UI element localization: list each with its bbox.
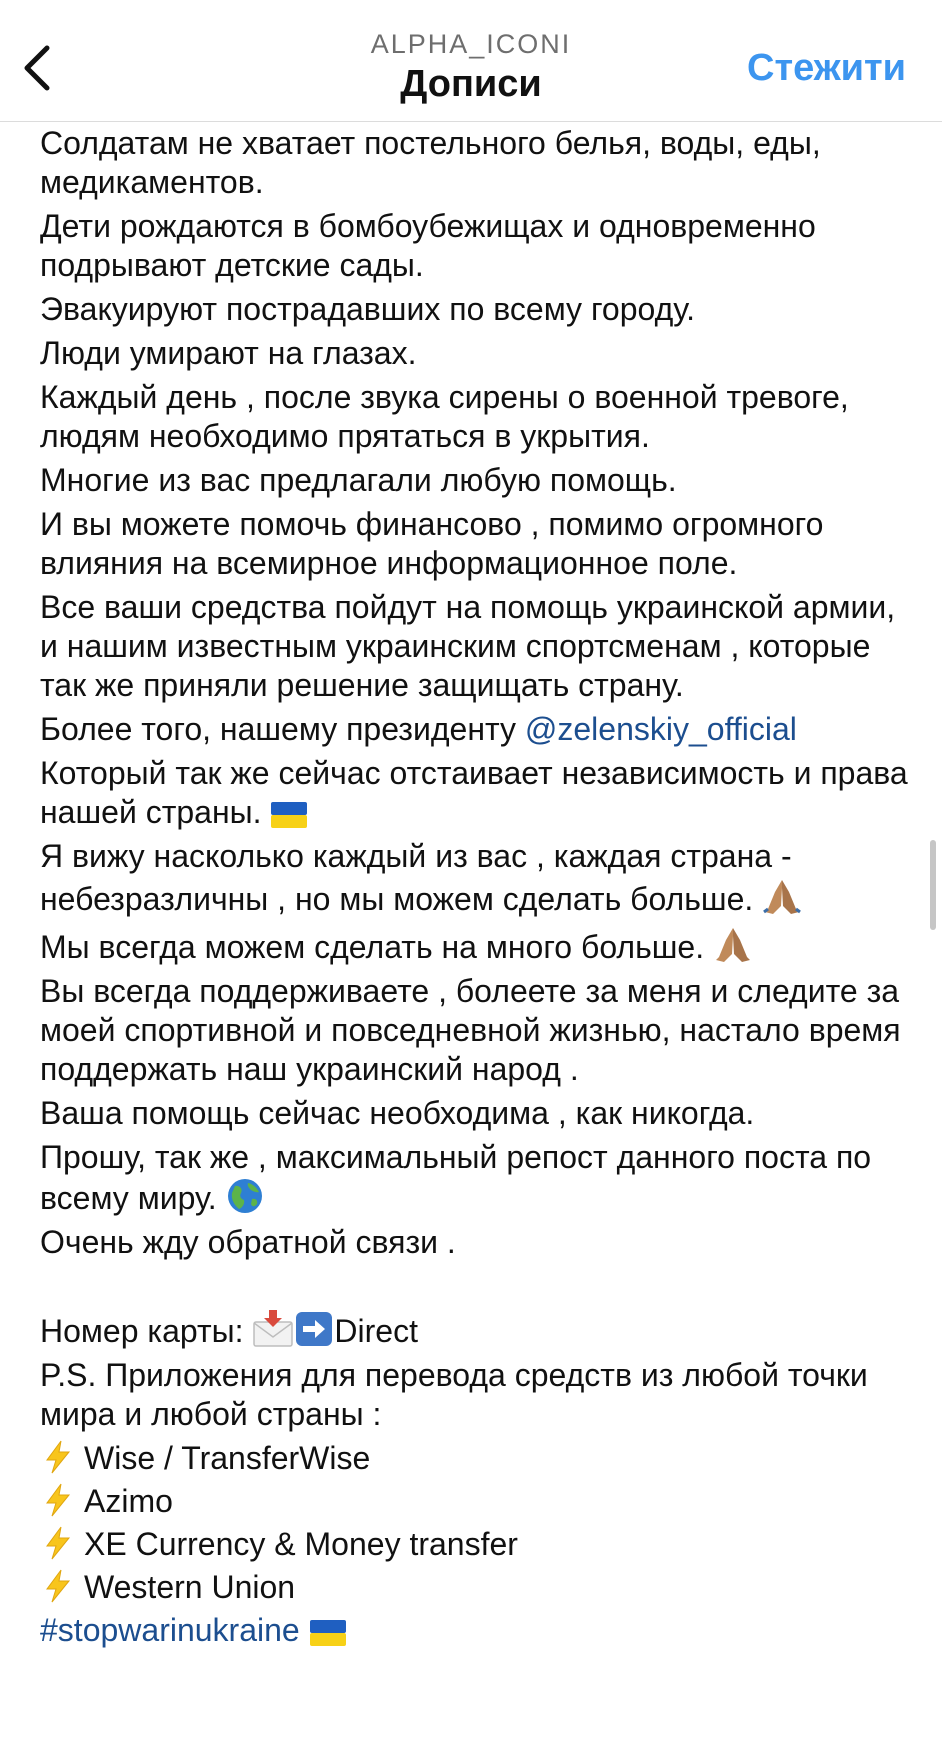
caption-line: P.S. Приложения для перевода средств из любой точки мира и любой страны : [40,1357,868,1432]
caption-line: Ваша помощь сейчас необходима , как никогда. [40,1095,755,1131]
caption-line: Очень жду обратной связи . [40,1224,456,1260]
caption-line: Все ваши средства пойдут на помощь украинской армии, и нашим известным украинским спортсменам , которые так же приняли решение защищать страну. [40,589,896,703]
caption-line: Дети рождаются в бомбоубежищах и одновременно подрывают детские сады. [40,208,816,283]
caption-line [40,837,920,919]
president-mention-link[interactable]: @zelenskiy_official [524,711,797,747]
caption-text: Я вижу насколько каждый из вас , каждая страна - небезразличны , но мы можем сделать больше. [40,838,792,917]
app-name: Azimo [84,1483,173,1519]
lightning-emoji [40,1525,76,1561]
caption-line: Вы всегда поддерживаете , болеете за меня и следите за моей спортивной и повседневной жизнью, настало время поддержать наш украинский народ . [40,973,901,1087]
right-arrow-emoji [294,1310,334,1348]
app-list-item [40,1439,920,1478]
app-name: Wise / TransferWise [84,1440,371,1476]
top-bar [0,0,942,122]
caption-line [40,754,920,832]
card-number-line [40,1310,920,1351]
caption-line: Каждый день , после звука сирены о военной тревоге, людям необходимо прятаться в укрытия. [40,379,849,454]
caption-line: Люди умирают на глазах. [40,335,417,371]
caption-text: Мы всегда можем сделать на много больше. [40,929,705,965]
lightning-emoji [40,1439,76,1475]
follow-button[interactable]: Стежити [747,47,906,89]
hashtag-line [40,1611,920,1650]
app-name: Western Union [84,1569,296,1605]
caption-line [40,1138,920,1218]
header-username: ALPHA_ICONI [370,29,572,59]
app-list-item [40,1482,920,1521]
app-name: XE Currency & Money transfer [84,1526,518,1562]
caption-text: Прошу, так же , максимальный репост данного поста по всему миру. [40,1139,872,1216]
scrollbar[interactable] [930,840,936,930]
caption-line: И вы можете помочь финансово , помимо огромного влияния на всемирное информационное поле. [40,506,824,581]
caption-text: Более того, нашему президенту [40,711,525,747]
app-list-item [40,1525,920,1564]
ukraine-flag-emoji [270,801,308,829]
folded-hands-emoji [713,924,753,964]
folded-hands-emoji [762,876,802,916]
globe-emoji [226,1177,264,1215]
lightning-emoji [40,1568,76,1604]
post-caption [40,124,920,1655]
lightning-emoji [40,1482,76,1518]
caption-text: Direct [334,1313,418,1349]
app-list-item [40,1568,920,1607]
caption-line: Солдатам не хватает постельного белья, воды, еды, медикаментов. [40,125,821,200]
back-button[interactable] [14,40,58,96]
page-title: Дописи [400,63,542,105]
blank-line [40,1267,920,1310]
chevron-left-icon [21,45,51,91]
caption-text: Номер карты: [40,1313,253,1349]
caption-text: Который так же сейчас отстаивает независимость и права нашей страны. [40,755,908,830]
caption-line: Многие из вас предлагали любую помощь. [40,462,677,498]
incoming-envelope-emoji [252,1310,294,1348]
caption-line [40,924,920,967]
caption-line: Эвакуируют пострадавших по всему городу. [40,291,695,327]
caption-line-president [40,710,920,749]
ukraine-flag-emoji [309,1619,347,1647]
hashtag-link[interactable]: #stopwarinukraine [40,1612,300,1648]
